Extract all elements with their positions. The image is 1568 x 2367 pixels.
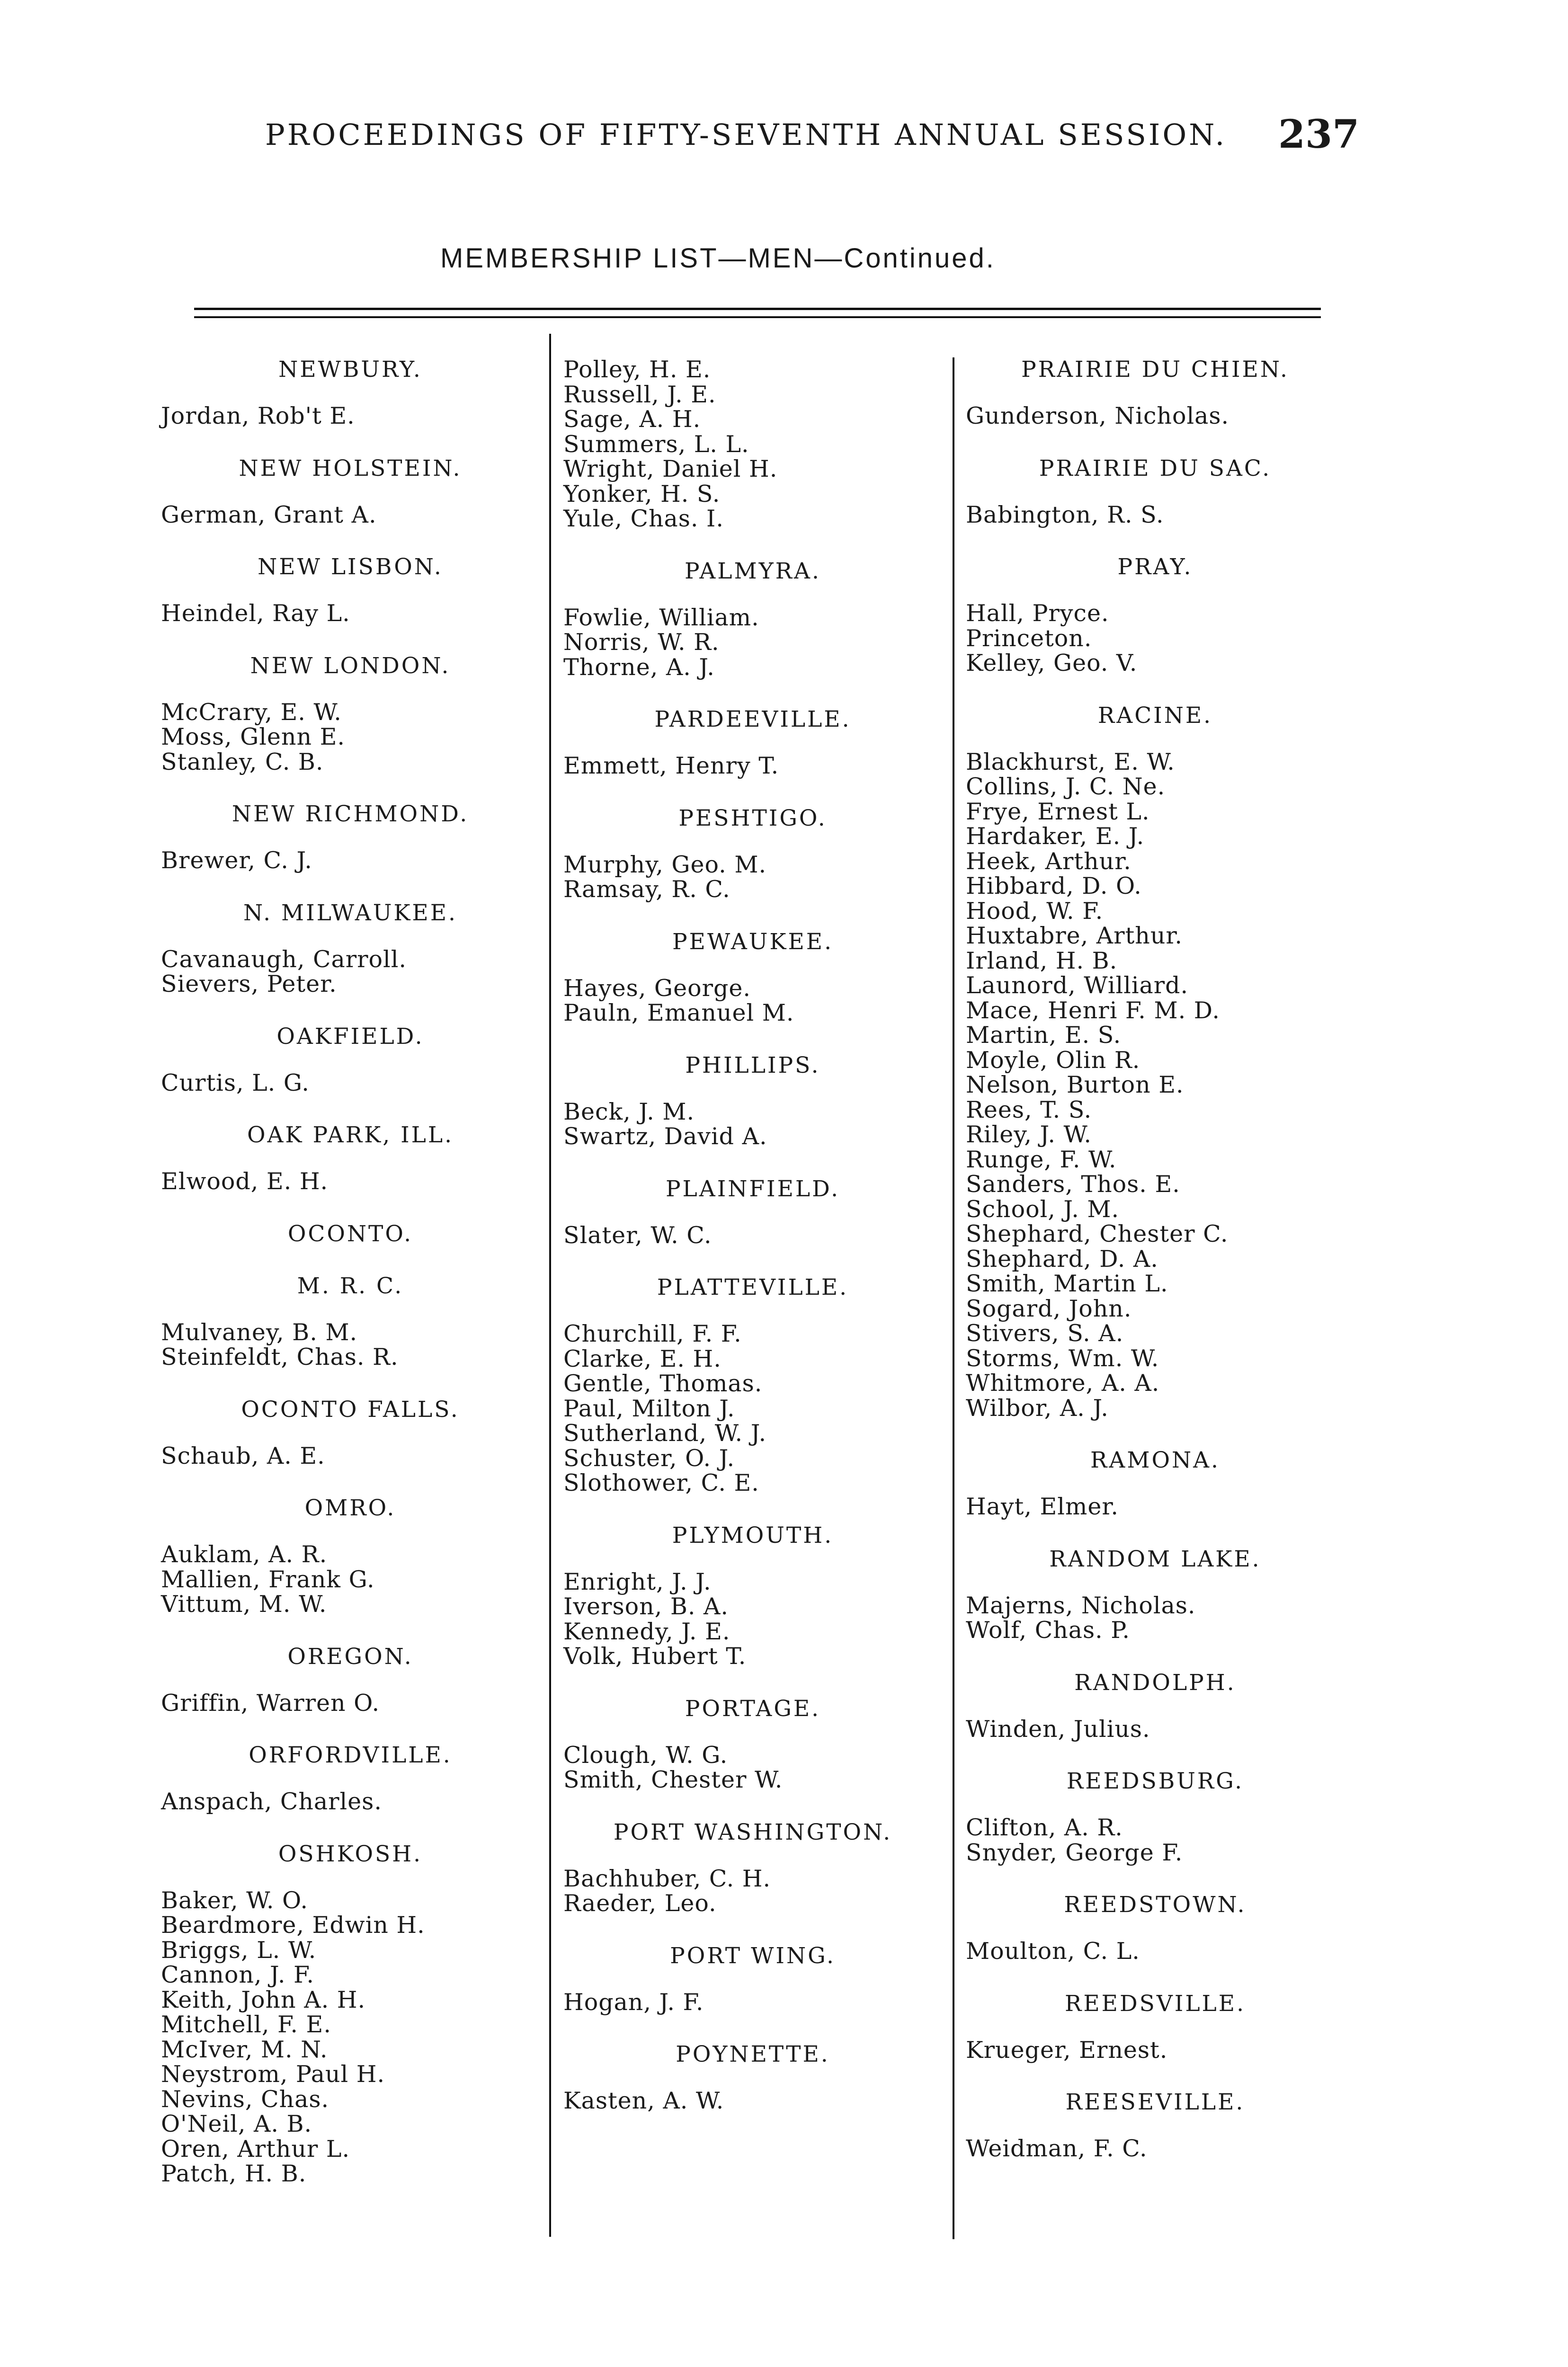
town-heading: OCONTO FALLS. — [241, 1396, 460, 1423]
member-name: Iverson, B. A. — [563, 1593, 729, 1620]
member-name: Slater, W. C. — [563, 1221, 712, 1249]
town-heading: PRAIRIE DU CHIEN. — [1021, 356, 1289, 383]
town-section — [161, 1024, 540, 1096]
member-name: Babington, R. S. — [966, 501, 1164, 528]
member-name: Whitmore, A. A. — [966, 1370, 1160, 1397]
header-rule-thin — [194, 316, 1321, 318]
member-name: Weidman, F. C. — [966, 2135, 1148, 2162]
column-middle — [563, 357, 942, 2114]
town-section — [161, 357, 540, 429]
member-name: Martin, E. S. — [966, 1022, 1122, 1049]
member-name: Vittum, M. W. — [161, 1591, 327, 1618]
member-name: Mulvaney, B. M. — [161, 1318, 358, 1346]
list-title: MEMBERSHIP LIST—MEN—Continued. — [440, 243, 996, 274]
member-name: Volk, Hubert T. — [563, 1643, 747, 1670]
member-name: Wilbor, A. J. — [966, 1394, 1109, 1422]
member-name: Riley, J. W. — [966, 1121, 1092, 1148]
town-section — [161, 1743, 540, 1815]
town-heading: OMRO. — [304, 1495, 396, 1521]
town-heading: RACINE. — [1097, 702, 1213, 729]
member-name: Mace, Henri F. M. D. — [966, 997, 1220, 1024]
town-section — [563, 806, 942, 902]
town-heading: M. R. C. — [297, 1272, 404, 1299]
town-section — [563, 1053, 942, 1149]
member-name: Kasten, A. W. — [563, 2087, 724, 2114]
member-name: Shephard, D. A. — [966, 1245, 1158, 1272]
town-section — [161, 1842, 540, 2187]
town-heading: PHILLIPS. — [685, 1052, 820, 1078]
member-name: Shephard, Chester C. — [966, 1220, 1229, 1247]
member-name: Sogard, John. — [966, 1295, 1132, 1322]
member-name: School, J. M. — [966, 1195, 1120, 1223]
member-name: Gunderson, Nicholas. — [966, 402, 1229, 429]
member-name: Winden, Julius. — [966, 1715, 1150, 1743]
column-right — [966, 357, 1345, 2162]
town-heading: PLATTEVILLE. — [657, 1274, 849, 1300]
member-name: Beardmore, Edwin H. — [161, 1912, 425, 1939]
town-section — [966, 555, 1345, 676]
member-name: Moulton, C. L. — [966, 1938, 1140, 1965]
member-name: Murphy, Geo. M. — [563, 851, 767, 878]
column-left — [161, 357, 540, 2187]
member-name: Ramsay, R. C. — [563, 876, 731, 903]
member-name: Griffin, Warren O. — [161, 1689, 380, 1717]
town-heading: OAKFIELD. — [276, 1023, 424, 1050]
town-section — [966, 1992, 1345, 2063]
member-name: Auklam, A. R. — [161, 1541, 328, 1568]
town-heading: NEW RICHMOND. — [232, 801, 469, 827]
member-name: Mitchell, F. E. — [161, 2011, 331, 2038]
town-section — [161, 901, 540, 997]
member-name: Thorne, A. J. — [563, 653, 715, 681]
member-name: Pauln, Emanuel M. — [563, 999, 794, 1026]
town-heading: PORTAGE. — [685, 1695, 821, 1722]
town-heading: OREGON. — [287, 1643, 413, 1670]
town-heading: RANDOM LAKE. — [1049, 1546, 1261, 1572]
town-section — [966, 357, 1345, 429]
member-name: Majerns, Nicholas. — [966, 1592, 1196, 1619]
town-section — [563, 1275, 942, 1496]
town-heading: N. MILWAUKEE. — [243, 899, 457, 926]
town-heading: PORT WASHINGTON. — [613, 1819, 892, 1845]
town-heading: PESHTIGO. — [678, 805, 827, 831]
member-name: Hood, W. F. — [966, 897, 1104, 925]
town-heading: OCONTO. — [287, 1220, 413, 1247]
member-name: Moyle, Olin R. — [966, 1046, 1140, 1074]
member-name: Baker, W. O. — [161, 1886, 308, 1914]
member-name: Neystrom, Paul H. — [161, 2061, 385, 2088]
member-name: Princeton. — [966, 624, 1092, 652]
town-section — [161, 1496, 540, 1617]
member-name: Churchill, F. F. — [563, 1320, 742, 1347]
member-name: Summers, L. L. — [563, 430, 749, 458]
member-name: Collins, J. C. Ne. — [966, 773, 1166, 800]
town-section — [966, 1769, 1345, 1865]
town-section — [161, 1123, 540, 1194]
member-name: Clifton, A. R. — [966, 1814, 1123, 1841]
town-heading: OAK PARK, ILL. — [247, 1122, 454, 1148]
header-rule-thick — [194, 308, 1321, 310]
member-name: Briggs, L. W. — [161, 1936, 317, 1964]
town-section — [966, 2090, 1345, 2162]
member-name: Beck, J. M. — [563, 1098, 695, 1125]
member-name: Snyder, George F. — [966, 1839, 1183, 1866]
column-divider-left — [549, 334, 551, 2237]
member-name: Kelley, Geo. V. — [966, 650, 1138, 676]
member-name: McIver, M. N. — [161, 2036, 328, 2063]
town-section — [161, 456, 540, 528]
member-name: Patch, H. B. — [161, 2160, 307, 2187]
member-name: Swartz, David A. — [563, 1123, 767, 1150]
member-name: Nelson, Burton E. — [966, 1071, 1184, 1098]
member-name: Slothower, C. E. — [563, 1469, 759, 1496]
member-name: Sievers, Peter. — [161, 970, 337, 997]
member-name: Hayt, Elmer. — [966, 1493, 1119, 1520]
town-section — [563, 357, 942, 532]
member-name: Oren, Arthur L. — [161, 2135, 350, 2162]
member-name: Kennedy, J. E. — [563, 1618, 731, 1645]
town-heading: PARDEEVILLE. — [654, 706, 851, 732]
member-name: Clarke, E. H. — [563, 1345, 722, 1372]
town-section — [563, 1523, 942, 1669]
member-name: Schaub, A. E. — [161, 1442, 325, 1469]
member-name: Hogan, J. F. — [563, 1988, 704, 2016]
member-name: Russell, J. E. — [563, 381, 716, 408]
member-name: Runge, F. W. — [966, 1146, 1117, 1173]
town-section — [966, 1547, 1345, 1643]
member-name: Enright, J. J. — [563, 1568, 712, 1595]
town-section — [966, 1448, 1345, 1520]
member-name: Cannon, J. F. — [161, 1961, 314, 1988]
town-section — [161, 1645, 540, 1716]
town-section — [563, 1820, 942, 1916]
member-name: Cavanaugh, Carroll. — [161, 945, 407, 973]
member-name: Rees, T. S. — [966, 1096, 1092, 1123]
member-name: Steinfeldt, Chas. R. — [161, 1344, 399, 1370]
town-heading: RAMONA. — [1090, 1447, 1220, 1473]
member-name: Emmett, Henry T. — [563, 752, 779, 779]
member-name: Sage, A. H. — [563, 406, 701, 433]
town-heading: PEWAUKEE. — [672, 928, 834, 955]
member-name: Smith, Martin L. — [966, 1270, 1168, 1297]
member-name: Yonker, H. S. — [563, 480, 721, 507]
town-heading: RANDOLPH. — [1074, 1669, 1236, 1696]
member-name: Huxtabre, Arthur. — [966, 922, 1183, 949]
town-section — [161, 802, 540, 873]
town-section — [563, 1697, 942, 1793]
member-name: Mallien, Frank G. — [161, 1566, 375, 1593]
member-name: Wolf, Chas. P. — [966, 1617, 1130, 1644]
member-name: Launord, Williard. — [966, 972, 1189, 999]
town-heading: ORFORDVILLE. — [249, 1742, 452, 1768]
town-section — [966, 703, 1345, 1421]
member-name: McCrary, E. W. — [161, 698, 342, 726]
town-section — [563, 930, 942, 1026]
member-name: Paul, Milton J. — [563, 1395, 735, 1422]
member-name: Nevins, Chas. — [161, 2085, 330, 2113]
member-name: Jordan, Rob't E. — [161, 402, 355, 429]
member-name: Clough, W. G. — [563, 1741, 728, 1769]
town-section — [966, 456, 1345, 528]
member-name: Stanley, C. B. — [161, 748, 324, 775]
town-heading: PRAY. — [1117, 554, 1193, 580]
town-heading: REEDSBURG. — [1066, 1768, 1244, 1794]
member-name: Sanders, Thos. E. — [966, 1171, 1180, 1198]
town-section — [563, 707, 942, 779]
town-section — [563, 1944, 942, 2015]
member-name: Raeder, Leo. — [563, 1890, 717, 1917]
town-heading: REESEVILLE. — [1065, 2089, 1245, 2115]
member-name: O'Neil, A. B. — [161, 2110, 312, 2137]
running-head: PROCEEDINGS OF FIFTY-SEVENTH ANNUAL SESSION. — [265, 117, 1227, 152]
member-name: Norris, W. R. — [563, 629, 720, 656]
town-section — [161, 1274, 540, 1370]
member-name: Polley, H. E. — [563, 356, 711, 383]
member-name: Hayes, George. — [563, 974, 751, 1002]
town-section — [966, 1893, 1345, 1964]
town-heading: POYNETTE. — [676, 2041, 830, 2067]
member-name: Storms, Wm. W. — [966, 1344, 1159, 1372]
town-section — [563, 559, 942, 680]
town-heading: PLYMOUTH. — [672, 1522, 834, 1548]
town-section — [161, 1222, 540, 1246]
member-name: German, Grant A. — [161, 501, 377, 528]
member-name: Heindel, Ray L. — [161, 600, 350, 627]
member-name: Frye, Ernest L. — [966, 798, 1150, 825]
town-heading: NEW HOLSTEIN. — [239, 455, 462, 481]
member-name: Curtis, L. G. — [161, 1069, 310, 1096]
member-name: Bachhuber, C. H. — [563, 1865, 771, 1892]
member-name: Sutherland, W. J. — [563, 1420, 767, 1447]
member-name: Anspach, Charles. — [161, 1788, 382, 1815]
member-name: Heek, Arthur. — [966, 847, 1131, 875]
member-name: Brewer, C. J. — [161, 847, 312, 874]
member-name: Schuster, O. J. — [563, 1444, 735, 1472]
member-name: Keith, John A. H. — [161, 1986, 366, 2013]
town-section — [161, 654, 540, 775]
town-heading: PRAIRIE DU SAC. — [1039, 455, 1272, 481]
member-name: Fowlie, William. — [563, 604, 759, 631]
member-name: Moss, Glenn E. — [161, 723, 345, 750]
town-section — [161, 555, 540, 626]
member-name: Irland, H. B. — [966, 947, 1118, 974]
member-name: Stivers, S. A. — [966, 1320, 1124, 1347]
town-heading: REEDSTOWN. — [1064, 1892, 1247, 1918]
town-heading: OSHKOSH. — [278, 1841, 423, 1867]
member-name: Yule, Chas. I. — [563, 505, 724, 532]
town-heading: NEW LONDON. — [250, 652, 451, 679]
town-heading: NEWBURY. — [278, 356, 422, 383]
town-heading: PALMYRA. — [685, 558, 821, 584]
town-section — [161, 1397, 540, 1469]
member-name: Elwood, E. H. — [161, 1168, 329, 1195]
member-name: Hardaker, E. J. — [966, 823, 1145, 850]
town-section — [966, 1671, 1345, 1742]
member-name: Smith, Chester W. — [563, 1766, 783, 1793]
town-heading: PLAINFIELD. — [665, 1175, 840, 1202]
column-divider-right — [953, 357, 954, 2239]
member-name: Gentle, Thomas. — [563, 1370, 763, 1397]
page-number: 237 — [1278, 112, 1360, 157]
member-name: Wright, Daniel H. — [563, 455, 778, 482]
member-name: Hall, Pryce. — [966, 600, 1109, 627]
town-heading: PORT WING. — [670, 1942, 836, 1969]
town-section — [563, 1177, 942, 1248]
member-name: Blackhurst, E. W. — [966, 748, 1175, 775]
member-name: Krueger, Ernest. — [966, 2036, 1168, 2064]
town-heading: REEDSVILLE. — [1064, 1990, 1246, 2017]
town-section — [563, 2042, 942, 2114]
town-heading: NEW LISBON. — [258, 554, 443, 580]
member-name: Hibbard, D. O. — [966, 872, 1142, 899]
